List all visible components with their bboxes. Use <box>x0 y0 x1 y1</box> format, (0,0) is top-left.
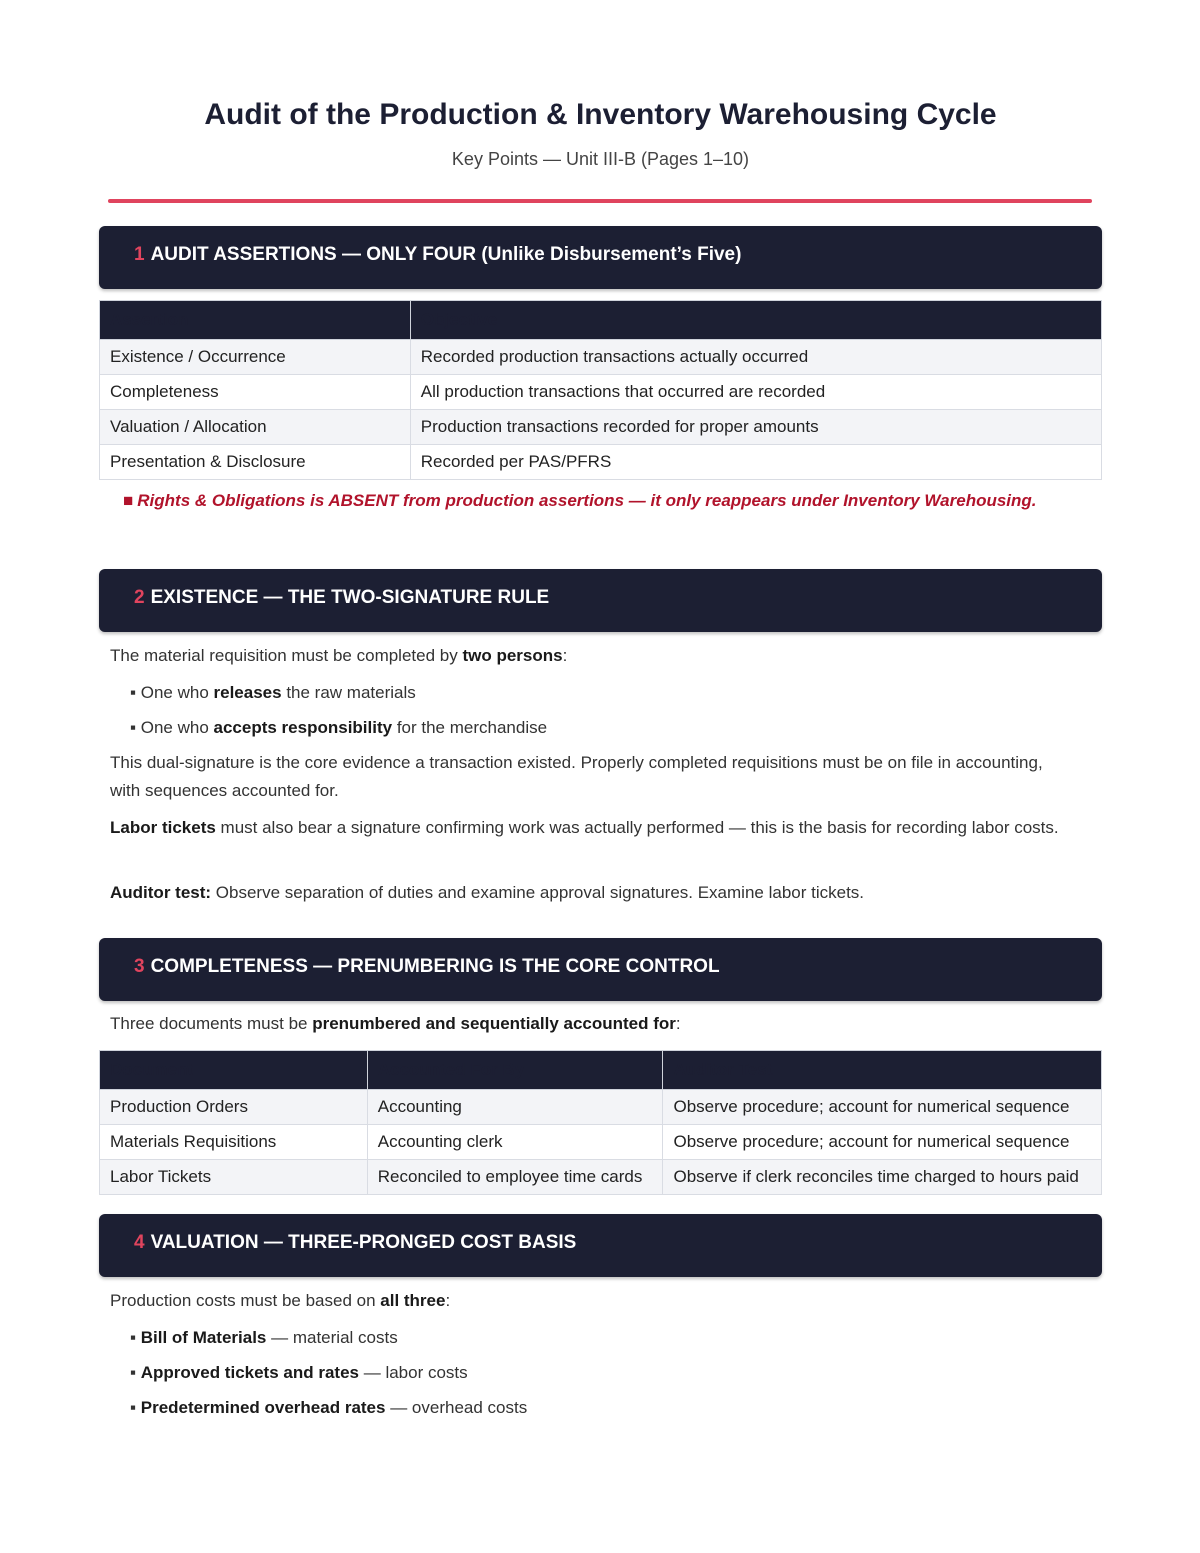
table-header-row <box>100 1051 1102 1090</box>
section-2-paragraph <box>110 879 1070 907</box>
table-row <box>100 445 1102 480</box>
list-item: ▪ One who accepts responsibility for the merchandise <box>130 718 548 737</box>
bold-text: two persons <box>462 646 563 665</box>
table-cell: Recorded production transactions actually occurred <box>410 340 1101 375</box>
list-item: ▪ Bill of Materials — material costs <box>130 1328 398 1347</box>
table-row <box>100 410 1102 445</box>
table-row <box>100 1125 1102 1160</box>
table-cell: Accounting <box>367 1090 663 1125</box>
text: for the merchandise <box>392 718 548 737</box>
table-row <box>100 1090 1102 1125</box>
section-3-intro <box>110 1010 1070 1038</box>
bold-text: Labor tickets <box>110 818 216 837</box>
text: : <box>445 1291 451 1310</box>
table-cell: Valuation / Allocation <box>100 410 411 445</box>
bold-text: Approved tickets and rates <box>140 1363 359 1382</box>
text: One who <box>140 718 214 737</box>
text: Three documents must be <box>110 1014 313 1033</box>
table-cell: Recorded per PAS/PFRS <box>410 445 1101 480</box>
table-cell: Labor Tickets <box>100 1160 368 1195</box>
section-3-number: 3 <box>134 956 145 977</box>
text: : <box>675 1014 681 1033</box>
table-cell: Existence / Occurrence <box>100 340 411 375</box>
section-4-number: 4 <box>134 1232 145 1253</box>
table-cell: Accounting clerk <box>367 1125 663 1160</box>
square-icon: ■ <box>123 491 134 510</box>
text: — labor costs <box>359 1363 468 1382</box>
text: One who <box>140 683 214 702</box>
section-2-intro <box>110 642 1070 670</box>
bold-text: all three <box>380 1291 446 1310</box>
section-2-paragraph: This dual-signature is the core evidence a transaction existed. Properly completed requisitions must be on file in accounting, with sequences accounted for. <box>110 753 1043 800</box>
table-row <box>100 1160 1102 1195</box>
text: Production costs must be based on <box>110 1291 381 1310</box>
section-1-number: 1 <box>134 244 145 265</box>
column-header: Assertion <box>100 301 411 340</box>
text: — overhead costs <box>385 1398 528 1417</box>
page-subtitle: Key Points — Unit III-B (Pages 1–10) <box>451 149 750 169</box>
table-cell: Completeness <box>100 375 411 410</box>
table-cell: Observe procedure; account for numerical sequence <box>663 1090 1102 1125</box>
text: Observe separation of duties and examine approval signatures. Examine labor tickets. <box>211 883 865 902</box>
table-cell: Observe procedure; account for numerical sequence <box>663 1125 1102 1160</box>
table-cell: Observe if clerk reconciles time charged to hours paid <box>663 1160 1102 1195</box>
table-cell: Production Orders <box>100 1090 368 1125</box>
section-1-title: AUDIT ASSERTIONS — ONLY FOUR (Unlike Disbursement’s Five) <box>150 244 742 265</box>
section-1-header <box>99 226 1102 289</box>
section-2-number: 2 <box>134 587 145 608</box>
list-item: ▪ One who releases the raw materials <box>130 683 416 702</box>
table-cell: Materials Requisitions <box>100 1125 368 1160</box>
bold-text: accepts responsibility <box>213 718 393 737</box>
section-4-intro <box>110 1287 1070 1315</box>
section-2-title: EXISTENCE — THE TWO-SIGNATURE RULE <box>150 587 550 608</box>
text: — material costs <box>266 1328 398 1347</box>
bold-text: Bill of Materials <box>140 1328 267 1347</box>
documents-table <box>99 1050 1102 1195</box>
text: The material requisition must be completed by <box>110 646 463 665</box>
table-header-row <box>100 301 1102 340</box>
text: : <box>562 646 568 665</box>
column-header: Accounted For By <box>367 1051 663 1090</box>
table-cell: Production transactions recorded for proper amounts <box>410 410 1101 445</box>
column-header: Objective <box>410 301 1101 340</box>
column-header: Auditor Test <box>663 1051 1102 1090</box>
section-2-header <box>99 569 1102 632</box>
assertions-table <box>99 300 1102 480</box>
bold-text: releases <box>213 683 282 702</box>
section-2-paragraph <box>110 814 1070 842</box>
section-3-title: COMPLETENESS — PRENUMBERING IS THE CORE CONTROL <box>150 956 720 977</box>
bold-text: Predetermined overhead rates <box>140 1398 386 1417</box>
list-item: ▪ Approved tickets and rates — labor costs <box>130 1363 468 1382</box>
text: the raw materials <box>281 683 416 702</box>
page-title: Audit of the Production & Inventory Warehousing Cycle <box>204 98 997 131</box>
text: must also bear a signature confirming work was actually performed — this is the basis for recording labor costs. <box>215 818 1059 837</box>
title-divider <box>108 199 1092 203</box>
bold-text: prenumbered and sequentially accounted for <box>312 1014 676 1033</box>
table-row <box>100 375 1102 410</box>
table-row <box>100 340 1102 375</box>
table-cell: Presentation & Disclosure <box>100 445 411 480</box>
table-cell: All production transactions that occurred are recorded <box>410 375 1101 410</box>
section-4-header <box>99 1214 1102 1277</box>
section-4-title: VALUATION — THREE-PRONGED COST BASIS <box>150 1232 577 1253</box>
warning-note <box>123 488 1043 514</box>
list-item: ▪ Predetermined overhead rates — overhead costs <box>130 1398 528 1417</box>
column-header: Document <box>100 1051 368 1090</box>
warning-note-text: Rights & Obligations is ABSENT from production assertions — it only reappears under Inventory Warehousing. <box>137 491 1037 510</box>
bold-text: Auditor test: <box>110 883 212 902</box>
section-3-header <box>99 938 1102 1001</box>
table-cell: Reconciled to employee time cards <box>367 1160 663 1195</box>
